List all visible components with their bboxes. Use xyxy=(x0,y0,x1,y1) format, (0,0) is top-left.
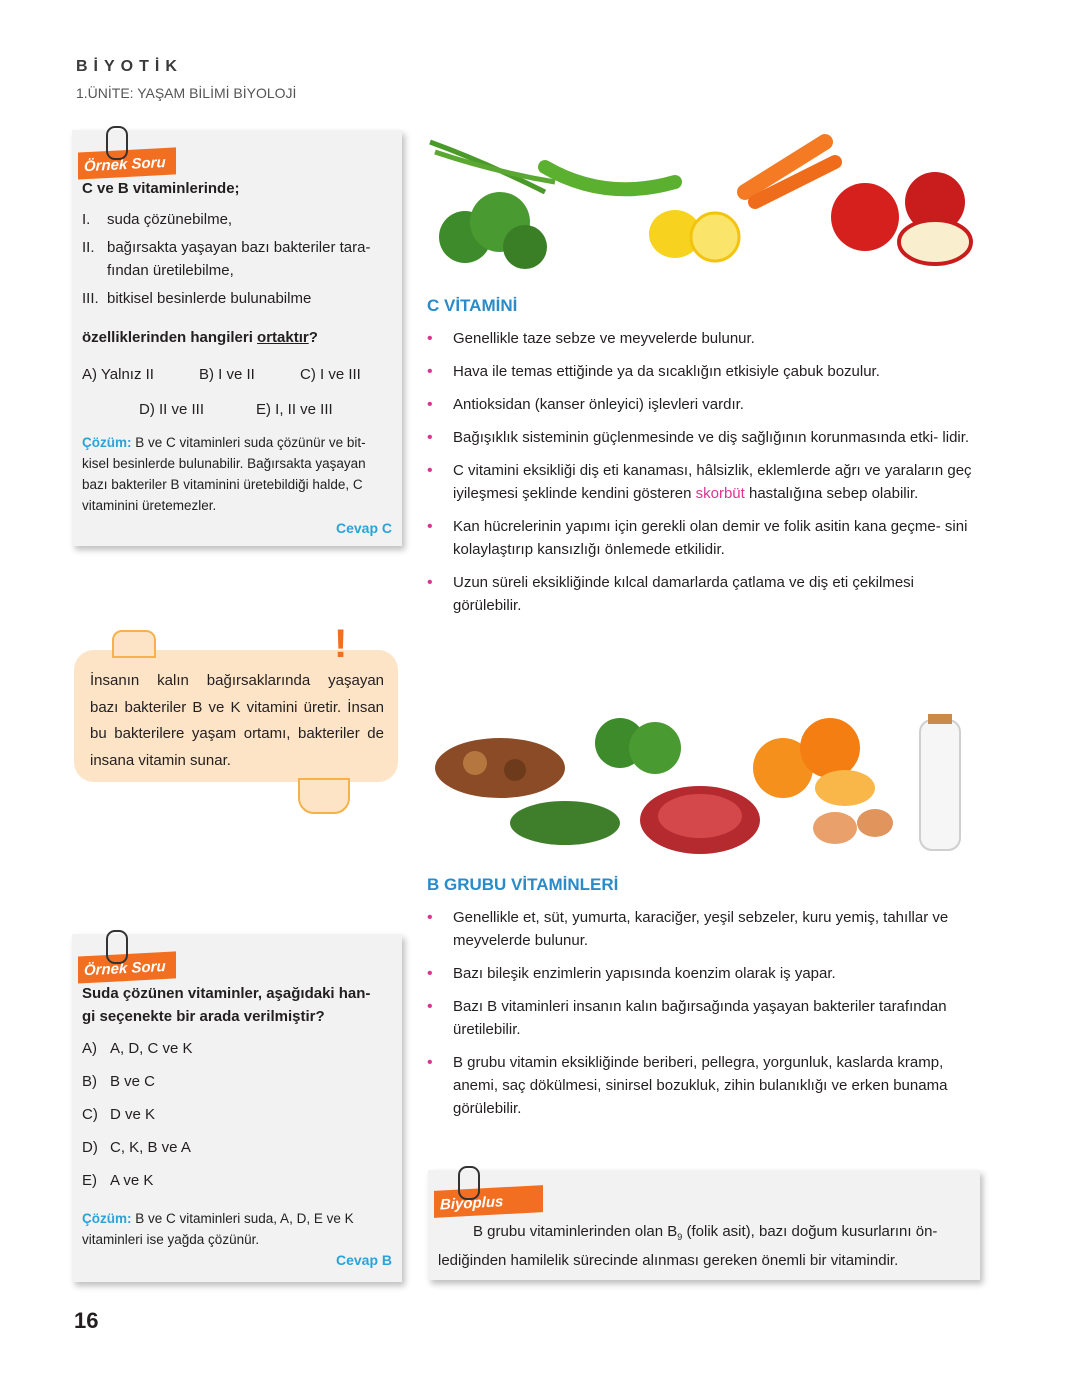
question-post: ? xyxy=(308,329,318,346)
list-item: • Kan hücrelerinin yapımı için gerekli olan demir ve folik asitin kana geçme- sini kolaylaştırıp kansızlığı önlemede etkilidir. xyxy=(427,515,980,561)
item-text: suda çözünebilme, xyxy=(107,211,233,228)
roman-list xyxy=(82,208,394,310)
example-question-tag: Örnek Soru xyxy=(78,147,176,179)
scurvy-term: skorbüt xyxy=(695,485,745,502)
list-item: • B grubu vitamin eksikliğinde beriberi, pellegra, yorgunluk, kaslarda kramp, anemi, saç dökülmesi, sinirsel bozukluk, zihin bulanıklığı ve erken bunama görülebilir. xyxy=(427,1051,980,1120)
list-item: • Bağışıklık sisteminin güçlenmesinde ve diş sağlığının korunmasında etki- lidir. xyxy=(427,426,980,449)
vitamin-b-foods-illustration xyxy=(425,708,985,858)
options-list xyxy=(82,1037,193,1192)
option-letter: A) xyxy=(82,1040,97,1057)
biyoplus-text-post: (folik asit), bazı doğum kusurlarını ön- xyxy=(682,1223,938,1240)
option-b[interactable]: B) I ve II xyxy=(199,366,255,383)
option-text: A, D, C ve K xyxy=(110,1040,193,1057)
item-text: bitkisel besinlerde bulunabilme xyxy=(107,290,312,307)
note-line: insana vitamin sunar. xyxy=(90,751,231,769)
option-letter: B) xyxy=(82,1073,97,1090)
solution-line: vitaminini üretemezler. xyxy=(82,498,217,513)
biyoplus-text-pre: B grubu vitaminlerinden olan B xyxy=(473,1223,678,1240)
list-item: • Genellikle taze sebze ve meyvelerde bulunur. xyxy=(427,327,980,350)
list-item: • Bazı B vitaminleri insanın kalın bağırsağında yaşayan bakteriler tarafından üretilebilir. xyxy=(427,995,980,1041)
hand-decoration-icon xyxy=(298,778,350,814)
note-line: İnsanın kalın bağırsaklarında yaşayan xyxy=(90,672,384,689)
item-number: I. xyxy=(82,211,91,228)
answer-label: Cevap B xyxy=(335,1252,392,1268)
item-text: bağırsakta yaşayan bazı bakteriler tara- xyxy=(107,239,371,256)
vitamin-c-list xyxy=(427,327,980,627)
question-stem: C ve B vitaminlerinde; xyxy=(82,180,240,197)
stem-line: gi seçenekte bir arada verilmiştir? xyxy=(82,1008,325,1025)
list-item: • Hava ile temas ettiğinde ya da sıcaklığın etkisiyle çabuk bozulur. xyxy=(427,360,980,383)
scurvy-text-pre: C vitamini eksikliği diş eti kanaması, hâlsizlik, eklemlerde ağrı ve yaraların geç iyileşmesi şeklinde kendini gösteren xyxy=(453,462,972,502)
hand-decoration-icon xyxy=(112,630,156,658)
answer-label: Cevap C xyxy=(335,520,392,536)
vitamin-b-list xyxy=(427,906,980,1130)
biyoplus-subscript: 9 xyxy=(677,1232,683,1242)
exclamation-icon: ! xyxy=(334,622,348,666)
note-text xyxy=(90,668,384,774)
question-prompt xyxy=(82,326,318,349)
info-note xyxy=(74,650,398,782)
option-e[interactable]: E) I, II ve III xyxy=(256,401,333,418)
solution-line: vitaminleri ise yağda çözünür. xyxy=(82,1232,260,1247)
question-underlined: ortaktır xyxy=(257,329,309,346)
option-a[interactable]: A) Yalnız II xyxy=(82,366,154,383)
biyoplus-box xyxy=(428,1170,980,1280)
solution-line: bazı bakteriler B vitaminini üretebildiği halde, C xyxy=(82,477,363,492)
solution-line: B ve C vitaminleri suda çözünür ve bit- xyxy=(131,435,366,450)
biyoplus-tag: Biyoplus xyxy=(434,1185,543,1218)
note-line: bu bakterilere yaşam ortamı, bakteriler de xyxy=(90,725,384,742)
paperclip-icon xyxy=(458,1166,480,1200)
option-d[interactable]: D) II ve III xyxy=(139,401,205,418)
unit-title: 1.ÜNİTE: YAŞAM BİLİMİ BİYOLOJİ xyxy=(76,85,297,101)
solution-label: Çözüm: xyxy=(82,435,132,450)
option-text: C, K, B ve A xyxy=(110,1139,191,1156)
option-d[interactable] xyxy=(82,1136,193,1159)
option-b[interactable] xyxy=(82,1070,193,1093)
question-stem xyxy=(82,982,397,1028)
note-line: bazı bakteriler B ve K vitamini üretir. İnsan xyxy=(90,698,384,716)
option-letter: D) xyxy=(82,1139,98,1156)
vitamin-b-heading: B GRUBU VİTAMİNLERİ xyxy=(427,875,619,894)
option-c[interactable]: C) I ve III xyxy=(300,366,361,383)
option-text: D ve K xyxy=(110,1106,156,1123)
paperclip-icon xyxy=(106,930,128,964)
item-number: III. xyxy=(82,290,99,307)
paperclip-icon xyxy=(106,126,128,160)
option-letter: C) xyxy=(82,1106,98,1123)
example-question-card-1 xyxy=(72,130,402,546)
option-e[interactable] xyxy=(82,1169,193,1192)
biyoplus-line: lediğinden hamilelik sürecinde alınması gereken önemli bir vitamindir. xyxy=(438,1252,899,1269)
option-text: B ve C xyxy=(110,1073,156,1090)
option-letter: E) xyxy=(82,1172,97,1189)
item-number xyxy=(82,259,107,282)
biyoplus-text xyxy=(438,1220,973,1273)
list-item: • Uzun süreli eksikliğinde kılcal damarlarda çatlama ve diş eti çekilmesi görülebilir. xyxy=(427,571,980,617)
example-question-tag: Örnek Soru xyxy=(78,951,176,983)
brand-title: BİYOTİK xyxy=(76,58,183,75)
item-text: fından üretilebilme, xyxy=(107,262,234,279)
list-item: • Genellikle et, süt, yumurta, karaciğer, yeşil sebzeler, kuru yemiş, tahıllar ve meyvelerde bulunur. xyxy=(427,906,980,952)
solution-text xyxy=(82,1208,397,1250)
vitamin-c-heading: C VİTAMİNİ xyxy=(427,296,518,315)
list-item: • Bazı bileşik enzimlerin yapısında koenzim olarak iş yapar. xyxy=(427,962,980,985)
option-c[interactable] xyxy=(82,1103,193,1126)
solution-line: B ve C vitaminleri suda, A, D, E ve K xyxy=(131,1211,354,1226)
list-item xyxy=(427,459,980,505)
solution-line: kisel besinlerde bulunabilir. Bağırsakta yaşayan xyxy=(82,456,366,471)
item-number: II. xyxy=(82,239,95,256)
option-text: A ve K xyxy=(110,1172,154,1189)
stem-line: Suda çözünen vitaminler, aşağıdaki han- xyxy=(82,985,371,1002)
solution-label: Çözüm: xyxy=(82,1211,132,1226)
vitamin-c-foods-illustration xyxy=(425,122,985,282)
page-number: 16 xyxy=(74,1308,99,1333)
list-item: • Antioksidan (kanser önleyici) işlevleri vardır. xyxy=(427,393,980,416)
solution-text xyxy=(82,432,397,516)
scurvy-text-post: hastalığına sebep olabilir. xyxy=(744,485,919,502)
question-pre: özelliklerinden hangileri xyxy=(82,329,258,346)
example-question-card-2 xyxy=(72,934,402,1282)
option-a[interactable] xyxy=(82,1037,193,1060)
